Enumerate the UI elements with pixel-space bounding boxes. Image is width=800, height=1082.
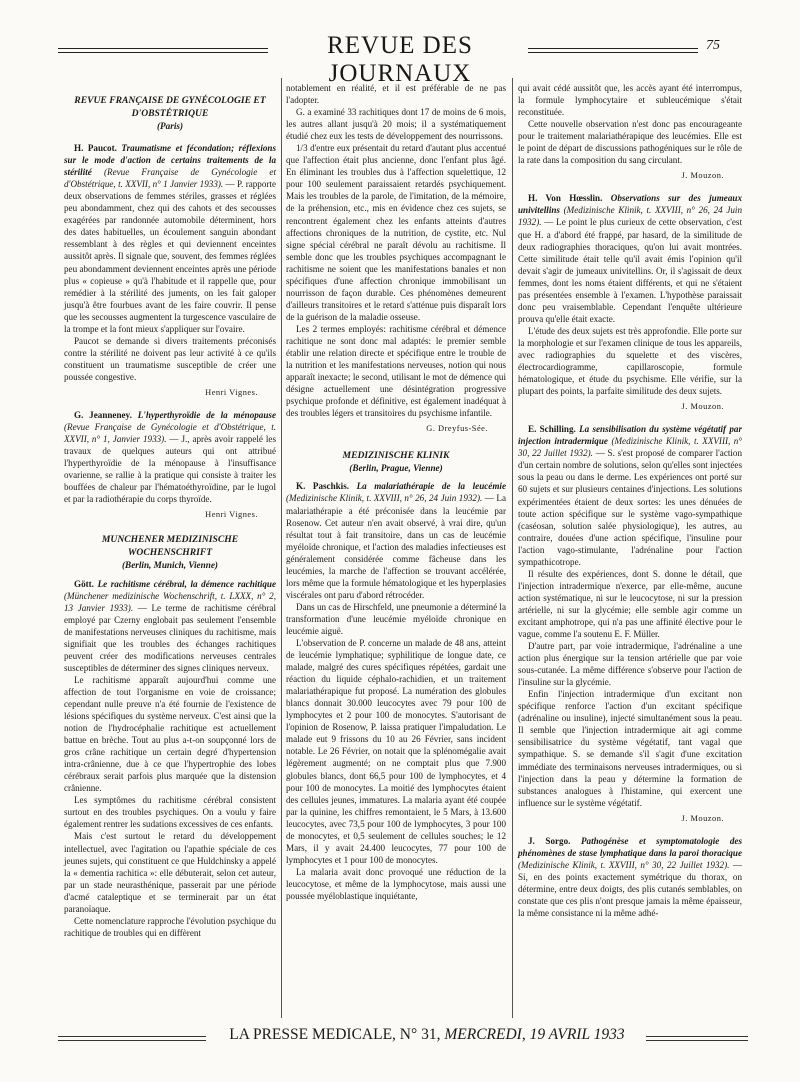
article-paragraph: Il résulte des expériences, dont S. donne le détail, que l'injection intradermique n'exerce, par elle-même, aucune action systématique, ni sur le leucocytose, ni sur la pression artérielle, ni sur la glycémie; elle semble agir comme un excitant amphotrope, qui n'a pas une affinité élective pour le vague, comme l'a soutenu E. F. Müller.: [518, 568, 742, 640]
article-signature: J. Mouzon.: [681, 171, 724, 181]
column-divider: [281, 78, 282, 1018]
article-text: — La malariathérapie a été préconisée dans la leucémie par Rosenow. Cet auteur n'en avait observé, à vrai dire, qu'un résultat tout à fait transitoire, dans un cas de leucémie myéloïde chronique, et l'action des maladies infectieuses est généralement considérée comme fâcheuse dans les leucémies, la marche de l'affection se trouvant accélérée, lors même que la formule hématologique et les hyperplasies viscérales ont paru d'abord rétrocéder.: [286, 493, 506, 600]
article-title: L'hyperthyroïdie de la ménopause: [137, 410, 276, 421]
page-header: [58, 28, 738, 87]
article-signature: Henri Vignes.: [205, 387, 258, 397]
article-text: — Le terme de rachitisme cérébral employé par Czerny englobait pas seulement l'ensemble de manifestations nerveuses cliniques du rachitisme, mais signifiait que les troubles des échanges rachitiques peuvent créer des modifications nerveuses centrales susceptibles de déterminer des signes cliniques nerveux.: [64, 602, 276, 673]
journal-title: MEDIZINISCHE KLINIK: [342, 450, 450, 462]
article-paragraph: Enfin l'injection intradermique d'un excitant non spécifique renforce l'action d'un excitant spécifique (adrénaline ou insuline), injecté simultanément sous la peau. Il semble que l'injection intradermique ait agi comme sensibilisatrice du système végétatif, tant vagal que sympathique. S. se demande s'il s'agit d'une excitation immédiate des terminaisons nerveuses intradermiques, ou si l'injection dans la peau y détermine la formation de substances analogues à l'histamine, qui exercent une influence sur le système végétatif.: [518, 689, 742, 808]
article-signature: Henri Vignes.: [205, 510, 258, 520]
article-author: E. Schilling.: [528, 424, 576, 435]
article-text: — Le point le plus curieux de cette observation, c'est que H. a d'abord été frappé, par hasard, de la similitude de deux radiographies thoraciques, qu'on lui avait montrées. Cette similitude était telle qu'il avait émis l'opinion qu'il devait s'agir de jumeaux univitellins. Or, il s'agissait de deux femmes, dont les noms étaient différents, et qui ne s'étaient pas présentées ensemble à l'examen. L'hypothèse paraissait donc peu vraisemblable. Cependant l'enquête ultérieure prouva qu'elle était exacte.: [518, 217, 742, 324]
article: [518, 835, 742, 919]
column-divider: [512, 78, 513, 1018]
article-paragraph: Les 2 termes employés: rachitisme cérébral et démence rachitique ne sont donc mal adaptés: le premier semble établir une relation directe et spécifique entre le trouble de la nutrition et les manifestations nerveuses, notion qui nous apparaît inexacte; le second, utilisant le mot de démence qui désigne actuellement une désintégration progressive psychique profonde et définitive, est également inadéquat à des troubles légers et transitoires du psychisme infantile.: [286, 323, 506, 419]
article-reference: (Revue Française de Gynécologie et d'Obstétrique, t. XXVII, n° 1 Janvier 1933).: [64, 167, 276, 190]
article-signature: G. Dreyfus-Sée.: [426, 424, 488, 434]
journal-title: REVUE FRANÇAISE DE GYNÉCOLOGIE ET D'OBSTÉTRIQUE: [74, 95, 266, 119]
journal-city: (Berlin, Munich, Vienne): [122, 560, 218, 571]
footer-text: [212, 1026, 642, 1044]
article-reference: (Revue Française de Gynécologie et d'Obstétrique, t. XXVII, n° 1, Janvier 1933).: [64, 422, 276, 445]
article-author: J. Sorgo.: [528, 835, 571, 846]
article-reference: (Medizinische Klinik, t. XXVIII, n° 30, 22 Juillet 1932).: [518, 859, 730, 870]
article-paragraph: G. a examiné 33 rachitiques dont 17 de moins de 6 mois, les autres allant jusqu'à 20 mois; il a systématiquement étudié chez eux les tests de développement des nourrissons.: [286, 107, 506, 142]
article-paragraph: Les symptômes du rachitisme cérébral consistent surtout en des troubles psychiques. On a voulu y faire également rentrer les sudations excessives de ces enfants.: [64, 795, 276, 830]
article: [518, 423, 742, 825]
article-paragraph: L'observation de P. concerne un malade de 48 ans, atteint de leucémie lymphatique; syphilitique de longue date, ce malade, malgré des cures spécifiques répétées, gardait une réaction du liquide céphalo-rachidien, et un traitement malariathérapique fut proposé. La numération des globules blancs donnait 30.000 leucocytes avec 79 pour 100 de lymphocytes et 2 pour 100 de monocytes. S'autorisant de l'opinion de Rosenow, P. laissa pratiquer l'impaludation. Le malade eut 9 frissons du 10 au 26 Février, sans incident notable. Le 26 Février, on notait que la splénomégalie avait légèrement augmenté; on ne comptait plus que 7.900 globules blancs, dont 66,5 pour 100 de lymphocytes, et 4 pour 100 de monocytes. La moitié des lymphocytes étaient des cellules jeunes, immatures. La malaria ayant été coupée par la quinine, les chiffres remontaient, le 5 Mars, à 13.600 leucocytes, avec 73,5 pour 100 de lymphocytes, 3 pour 100 de monocytes, et 0,5 seulement de cellules souches; le 12 Mars, il y avait 24.400 leucocytes, 77 pour 100 de lymphocytes et 1 pour 100 de monocytes.: [286, 638, 506, 865]
page-number: 75: [706, 38, 720, 53]
article-author: Gött.: [74, 578, 94, 589]
footer-rule-left: [58, 1036, 206, 1041]
article: [64, 578, 276, 939]
article-title: Traumatisme et fécondation; réflexions sur le mode d'action de certains traitements de la stérilité: [64, 143, 276, 178]
article-signature: J. Mouzon.: [681, 813, 724, 823]
article-paragraph: Le rachitisme apparaît aujourd'hui comme une affection de tout l'organisme en voie de croissance; cependant nulle preuve n'a été fournie de l'existence de lésions spécifiques du système nerveux. C'est ainsi que la notion de l'hydrocéphalie rachitique est actuellement battue en brèche. Tout au plus a-t-on soupçonné lors de gros crâne rachitique un certain degré d'hypertension intra-crânienne, due à ce que l'hypertrophie des lobes cérébraux serait parfois plus marquée que la distension crânienne.: [64, 674, 276, 794]
column-2: [286, 82, 506, 902]
article-paragraph: Cette nouvelle observation n'est donc pas encourageante pour le traitement malariathérapique des leucémies. Elle est le point de départ de discussions pathogéniques sur le rôle de la rate dans la composition du sang circulant.: [518, 119, 742, 166]
header-rule-left: [58, 48, 268, 53]
article-paragraph: La malaria avait donc provoqué une réduction de la leucocytose, et même de la lymphocytose, mais aussi une poussée myéloblastique inquiétante,: [286, 866, 506, 901]
article-title: La sensibilisation du système végétatif par injection intradermique: [518, 424, 743, 447]
article-reference: (Medizinische Klinik, t. XXVIII, n° 26, 24 Juin 1932).: [286, 493, 483, 504]
article-text: — J., après avoir rappelé les travaux de quelques auteurs qui ont attribué l'hyperthyroïdie de la ménopause à l'insuffisance ovarienne, se rallie à la pratique qui consiste à traiter les bouffées de chaleur par l'hématoéthyroïdine, par le lugol et par la radiothérapie du corps thyroïde.: [64, 434, 276, 505]
journal-city: (Paris): [156, 121, 184, 131]
column-3: [518, 82, 742, 919]
article-title: La malariathérapie de la leucémie: [356, 481, 506, 492]
article-paragraph: Mais c'est surtout le retard du développement intellectuel, avec l'agitation ou l'apathie spéciale de ces jeunes sujets, qui constituent ce que Huldchinsky a appelé la « dementia rachitica »: elle débuterait, selon cet auteur, par un stade neurasthénique, passerait par une période d'acmé cataleptique et se terminerait par un état paranoïaque.: [64, 831, 276, 914]
header-rule-right: [528, 48, 698, 53]
page-footer: [58, 1026, 748, 1050]
article-signature: J. Mouzon.: [681, 402, 724, 412]
footer-rule-right: [646, 1036, 748, 1041]
article-title: Le rachitisme cérébral, la démence rachitique: [97, 578, 276, 589]
article-reference: (Medizinische Klinik, t. XXVIII, n° 26, 24 Juin 1932).: [518, 205, 742, 228]
page-title: REVUE DES JOURNAUX: [327, 32, 473, 87]
article-paragraph: Cette nomenclature rapproche l'évolution psychique du rachitique de troubles qui en diffèrent: [64, 915, 276, 938]
article-paragraph: D'autre part, par voie intradermique, l'adrénaline a une action plus énergique sur la tension artérielle que par voie sous-cutanée. La même différence s'observe pour l'action de l'insuline sur la glycémie.: [518, 641, 742, 688]
journal-title: MUNCHENER MEDIZINISCHE WOCHENSCHRIFT: [101, 534, 239, 559]
article-author: G. Jeanneney.: [74, 410, 132, 421]
article-text: — P. rapporte deux observations de femmes stériles, grasses et réglées peu abondamment, chez qui des cahots et des secousses exagérées par randonnée automobile déterminent, hors des dates habituelles, un écoulement sanguin abondant ressemblant à des règles et qui deviennent enceintes aussitôt après. Il signale que, souvent, des femmes réglées peu abondamment deviennent enceintes après une période plus « copieuse » qu'à l'habitude et il rappelle que, pour remédier à la stérilité des juments, on les fait galoper jusqu'à être fourbues avant de les faire couvrir. Il pense que les secousses augmentent la turgescence vasculaire de la trompe et la font mieux s'appliquer sur l'ovaire.: [64, 179, 276, 334]
article: [286, 480, 506, 902]
article-author: H. Von Hœsslin.: [528, 193, 603, 204]
article-text: — S. s'est proposé de comparer l'action d'un certain nombre de solutions, selon qu'elles sont injectées sous la peau ou dans le derme. Les expériences ont porté sur 60 sujets et sur plusieurs centaines d'injections. Les solutions expérimentées étaient de deux sortes: les unes dénuées de toute action spécifique sur le système vago-sympathique (caséosan, solution salée physiologique), les autres, au contraire, douées d'une action spécifique, l'insuline pour l'action vago-stimulante, l'adrénaline pour l'action sympathicotrope.: [518, 448, 743, 567]
article-paragraph: 1/3 d'entre eux présentait du retard d'autant plus accentué que l'affection était plus ancienne, donc l'enfant plus âgé. En éliminant les troubles dus à l'affection squelettique, 12 pour 100 seulement paraissaient retardés psychiquement. Mais les troubles de la parole, de l'imitation, de la mémoire, de la préhension, etc., mis en évidence chez ces sujets, se rencontrent également chez les enfants atteints d'autres affections chroniques de la nutrition, de cystite, etc. Nul signe spécial cérébral ne paraît dévolu au rachitisme. Il semble donc que les troubles psychiques accompagnant le rachitisme ne soient que les manifestations banales et non spécifiques d'une affection chronique immobilisant un nourrisson de façon durable. Ces phénomènes demeurent d'ailleurs transitoires et le retard s'atténue puis disparaît lors de la guérison de la maladie osseuse.: [286, 143, 506, 322]
article-title: Pathogénèse et symptomatologie des phénomènes de stase lymphatique dans la paroi thoracique: [518, 835, 743, 858]
journal-city: (Berlin, Prague, Vienne): [349, 463, 443, 474]
article-reference: (Münchener medizinische Wochenschrift, t. LXXX, n° 2, 13 Janvier 1933).: [64, 590, 276, 613]
article-title: Observations sur des jumeaux univitellins: [518, 193, 742, 216]
article: [64, 142, 276, 399]
article-author: K. Paschkis.: [296, 481, 350, 492]
footer-date: MERCREDI, 19 AVRIL 1933: [444, 1026, 625, 1043]
column-1: [64, 82, 276, 939]
article-paragraph: notablement en réalité, et il est préférable de ne pas l'adopter.: [286, 83, 506, 106]
article-paragraph: L'étude des deux sujets est très approfondie. Elle porte sur la morphologie et sur l'examen clinique de tous les appareils, avec radiographies du squelette et des viscères, électrocardiogramme, capillaroscopie, formule hématologique, et étude du psychisme. Elle vérifie, sur la plupart des points, la parfaite similitude des deux sujets.: [518, 325, 742, 397]
article: [518, 192, 742, 413]
article: [64, 409, 276, 521]
article-text: — Si, en des points exactement symétrique du thorax, on détermine, entre deux doigts, des plis cutanés semblables, on constate que ces plis n'ont presque jamais la même épaisseur, la même consistance ni la même adhé-: [518, 859, 742, 919]
article-reference: (Medizinische Klinik, t. XXVIII, n° 30, 22 Juillet 1932).: [518, 436, 742, 459]
article-paragraph: Dans un cas de Hirschfeld, une pneumonie a déterminé la transformation d'une leucémie myéloïde chronique en leucémie aiguë.: [286, 601, 506, 636]
article-paragraph: Paucot se demande si divers traitements préconisés contre la stérilité ne doivent pas leur activité à ce qu'ils constituent un traumatisme susceptible de créer une poussée congestive.: [64, 335, 276, 382]
article-paragraph: qui avait cédé aussitôt que, les accès ayant été interrompus, la formule lymphocytaire et subleucémique s'était reconstituée.: [518, 83, 742, 118]
footer-journal: LA PRESSE MEDICALE, N° 31,: [229, 1026, 441, 1043]
article-author: H. Paucot.: [74, 143, 117, 154]
